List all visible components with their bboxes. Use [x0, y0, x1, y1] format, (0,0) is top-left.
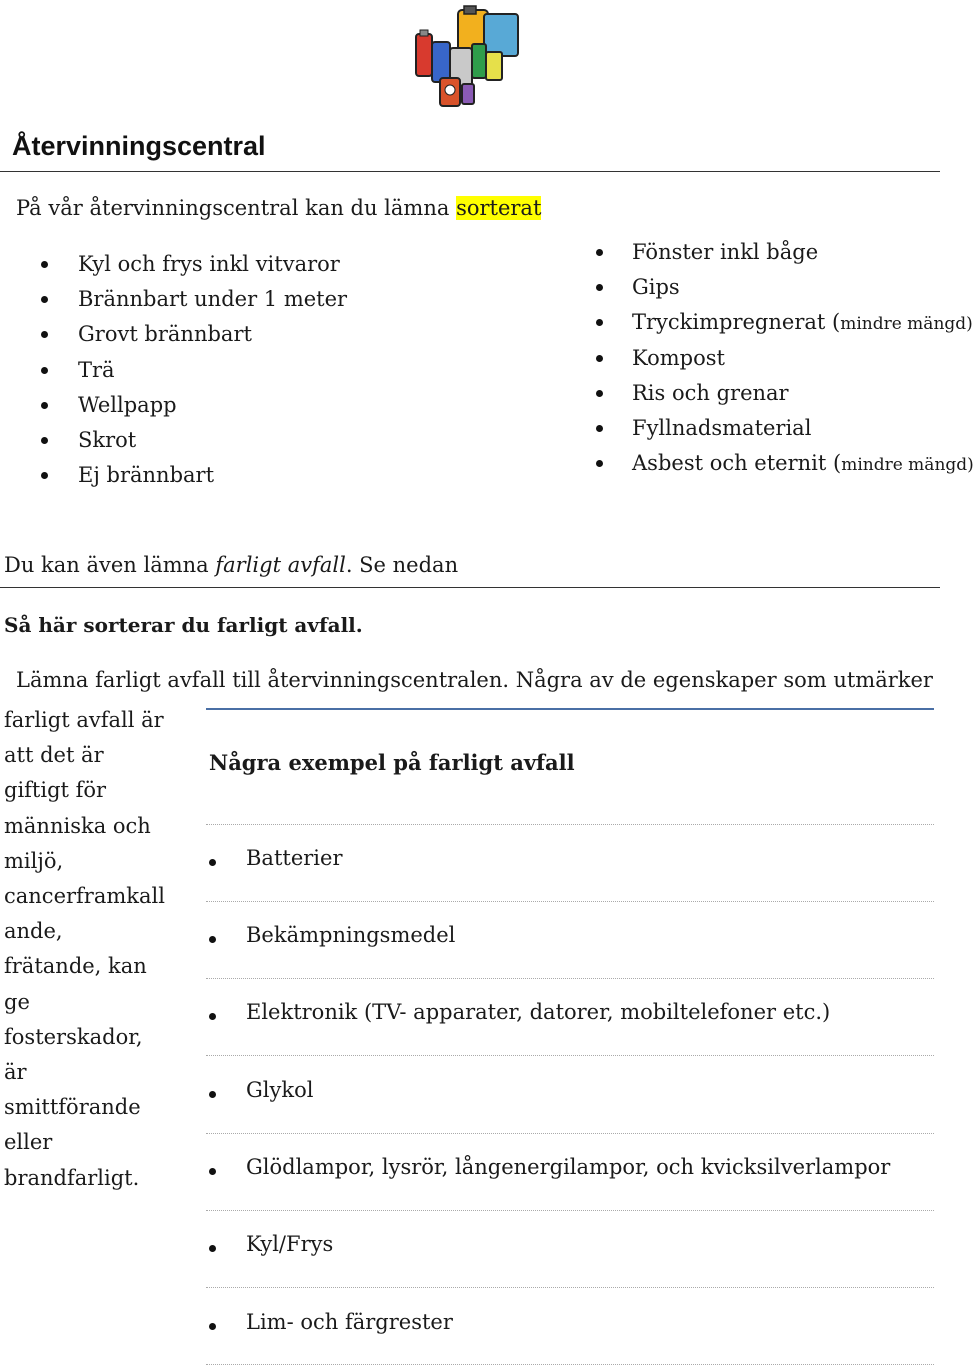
list-item	[632, 343, 974, 378]
list-item: Brännbart under 1 meter	[78, 284, 347, 319]
hazardous-waste-clipart	[410, 4, 530, 110]
list-item	[632, 448, 974, 483]
item-text: Gips	[632, 275, 680, 300]
intro-text	[16, 196, 541, 220]
row-divider	[206, 1364, 934, 1365]
mention-start: Du kan även lämna	[4, 553, 216, 577]
text-line: människa och	[4, 813, 151, 838]
title-divider	[0, 171, 940, 172]
body-text-column	[4, 703, 174, 1196]
list-item	[632, 413, 974, 448]
row-divider	[206, 1133, 934, 1134]
list-item	[632, 237, 974, 272]
list-item	[632, 378, 974, 413]
text-line: miljö,	[4, 848, 64, 873]
example-item: Glödlampor, lysrör, långenergilampor, och kvicksilverlampor	[246, 1155, 891, 1179]
item-text: Kompost	[632, 345, 725, 370]
bullet-icon	[209, 1091, 216, 1098]
example-item: Bekämpningsmedel	[246, 923, 456, 947]
item-text: Fönster inkl båge	[632, 240, 819, 264]
text-line: eller	[4, 1130, 53, 1155]
text-line: ge	[4, 989, 30, 1014]
text-line: ande,	[4, 919, 63, 944]
body-text-line: Lämna farligt avfall till återvinningscentralen. Några av de egenskaper som utmärker	[16, 668, 933, 692]
row-divider	[206, 901, 934, 902]
example-item: Lim- och färgrester	[246, 1310, 453, 1334]
item-note: mindre mängd)	[840, 314, 973, 335]
hazardous-mention	[4, 553, 458, 577]
text-line: att det är	[4, 743, 104, 768]
text-line: farligt avfall är	[4, 708, 164, 732]
accepted-list-right	[632, 237, 974, 483]
text-line: är	[4, 1060, 27, 1085]
list-item: Trä	[78, 355, 347, 390]
text-line: cancerframkall	[4, 884, 165, 909]
example-item: Batterier	[246, 846, 343, 870]
list-item	[632, 272, 974, 307]
text-line: giftigt för	[4, 778, 107, 803]
mention-italic: farligt avfall	[215, 553, 346, 577]
bullet-icon	[209, 1013, 216, 1020]
item-text: Ris och grenar	[632, 380, 789, 405]
text-line: frätande, kan	[4, 954, 147, 979]
list-item: Grovt brännbart	[78, 319, 347, 354]
text-line: brandfarligt.	[4, 1165, 140, 1190]
item-text: Asbest och eternit (	[632, 451, 842, 476]
accepted-list-left	[78, 249, 347, 495]
example-item: Kyl/Frys	[246, 1232, 334, 1256]
row-divider	[206, 1055, 934, 1056]
page-title: Återvinningscentral	[12, 131, 266, 161]
list-item: Ej brännbart	[78, 460, 347, 495]
row-divider	[206, 1210, 934, 1211]
example-item: Elektronik (TV- apparater, datorer, mobiltelefoner etc.)	[246, 1000, 831, 1024]
section-divider	[0, 587, 940, 588]
examples-heading: Några exempel på farligt avfall	[209, 750, 575, 775]
text-line: fosterskador,	[4, 1024, 143, 1049]
bullet-icon	[209, 1168, 216, 1175]
list-item: Kyl och frys inkl vitvaror	[78, 249, 347, 284]
bullet-icon	[209, 1245, 216, 1252]
bullet-icon	[209, 1323, 216, 1330]
row-divider	[206, 978, 934, 979]
list-item: Skrot	[78, 425, 347, 460]
mention-end: . Se nedan	[345, 553, 459, 577]
example-item: Glykol	[246, 1078, 314, 1102]
text-line: smittförande	[4, 1095, 141, 1120]
bullet-icon	[209, 859, 216, 866]
intro-text-start: På vår återvinningscentral kan du lämna	[16, 196, 457, 220]
list-item	[632, 307, 974, 342]
bullet-icon	[209, 936, 216, 943]
item-text: Fyllnadsmaterial	[632, 415, 812, 440]
item-note: mindre mängd)	[841, 455, 974, 476]
list-item: Wellpapp	[78, 390, 347, 425]
row-divider	[206, 824, 934, 825]
row-divider	[206, 1287, 934, 1288]
examples-box-border	[206, 708, 934, 710]
highlighted-word: sorterat	[456, 196, 542, 220]
section-heading: Så här sorterar du farligt avfall.	[4, 613, 363, 637]
item-text: Tryckimpregnerat (	[632, 310, 841, 335]
